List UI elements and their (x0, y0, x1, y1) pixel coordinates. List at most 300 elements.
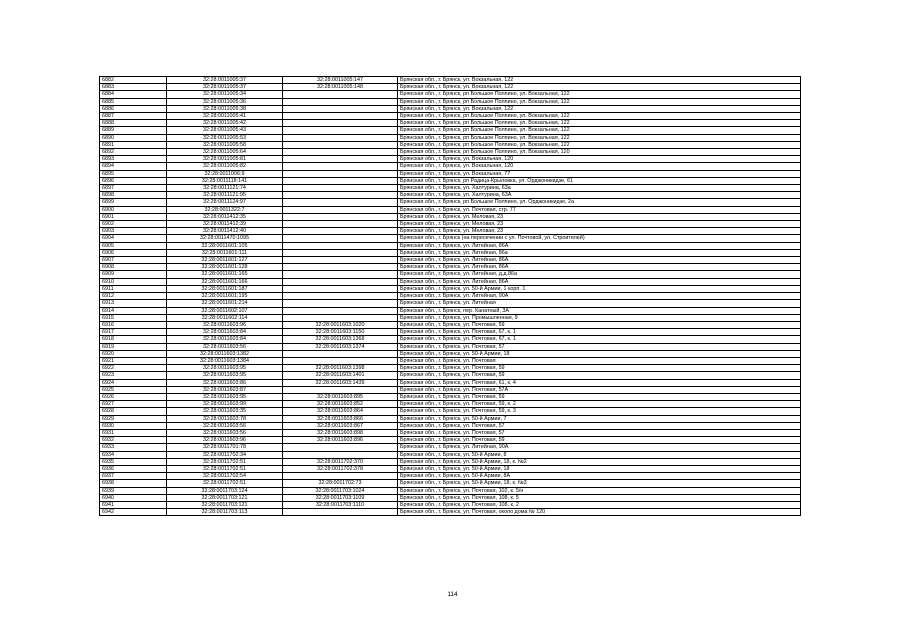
sub-cadastral-number-cell: 32:28:0011005:148 (283, 84, 398, 91)
address-cell: Брянская обл., г. Брянск, ул. Почтовая, 61, к. 4 (398, 379, 801, 386)
table-row (100, 501, 801, 508)
row-number-cell: 6933 (100, 444, 167, 451)
sub-cadastral-number-cell (283, 177, 398, 184)
address-cell: Брянская обл., г. Брянск, ул. 50-й Армии, 18, к. №3 (398, 480, 801, 487)
address-cell: Брянская обл., г. Брянск, рп Большое Полпино, ул. Вокзальная, 122 (398, 113, 801, 120)
cadastral-number-cell: 32:28:0011601:111 (167, 249, 283, 256)
cadastral-number-cell: 32:28:0011702:51 (167, 458, 283, 465)
table-row (100, 134, 801, 141)
row-number-cell: 6898 (100, 192, 167, 199)
table-row (100, 278, 801, 285)
cadastral-number-cell: 32:28:0011005:58 (167, 141, 283, 148)
table-row (100, 365, 801, 372)
sub-cadastral-number-cell: 32:28:0011603:1398 (283, 365, 398, 372)
address-cell: Брянская обл., г. Брянск, ул. Почтовая, 59 (398, 437, 801, 444)
address-cell: Брянская обл., г. Брянск, ул. Почтовая, 59 (398, 393, 801, 400)
table-row (100, 422, 801, 429)
address-cell: Брянская обл., г. Брянск, ул. 50-й Армии, 18 (398, 465, 801, 472)
cadastral-number-cell: 32:28:0011702:51 (167, 480, 283, 487)
row-number-cell: 6914 (100, 307, 167, 314)
sub-cadastral-number-cell (283, 314, 398, 321)
cadastral-number-cell: 32:28:0011601:214 (167, 300, 283, 307)
address-cell: Брянская обл., г. Брянск, ул. Почтовая, 59 (398, 321, 801, 328)
row-number-cell: 6919 (100, 343, 167, 350)
sub-cadastral-number-cell (283, 98, 398, 105)
row-number-cell: 6907 (100, 257, 167, 264)
address-cell: Брянская обл., г. Брянск, ул. 50-й Армии, 18, к. №2 (398, 458, 801, 465)
sub-cadastral-number-cell (283, 300, 398, 307)
sub-cadastral-number-cell (283, 293, 398, 300)
address-cell: Брянская обл., г. Брянск, ул. 50-й Армии, 8А (398, 473, 801, 480)
table-row (100, 429, 801, 436)
table-row (100, 329, 801, 336)
table-row (100, 141, 801, 148)
sub-cadastral-number-cell (283, 444, 398, 451)
sub-cadastral-number-cell: 32:28:0011703:1109 (283, 494, 398, 501)
sub-cadastral-number-cell: 32:28:0011603:866 (283, 415, 398, 422)
address-cell: Брянская обл., г. Брянск, ул. Литейная, 90А (398, 293, 801, 300)
row-number-cell: 6934 (100, 451, 167, 458)
table-row (100, 437, 801, 444)
sub-cadastral-number-cell (283, 235, 398, 242)
cadastral-number-cell: 32:28:0011005:36 (167, 98, 283, 105)
sub-cadastral-number-cell (283, 509, 398, 516)
table-row (100, 408, 801, 415)
address-cell: Брянская обл., г. Брянск, рп Большое Полпино, ул. Вокзальная, 122 (398, 98, 801, 105)
row-number-cell: 6931 (100, 429, 167, 436)
address-cell: Брянская обл., г. Брянск, ул. Почтовая, 59 (398, 372, 801, 379)
table-row (100, 350, 801, 357)
cadastral-number-cell: 32:28:0011603:95 (167, 372, 283, 379)
address-cell: Брянская обл., г. Брянск, ул. Почтовая, 102, к. 5/н (398, 487, 801, 494)
address-cell: Брянская обл., г. Брянск, ул. Почтовая, 59, к. 3 (398, 408, 801, 415)
address-cell: Брянская обл., г. Брянск, ул. 50-й Армии, 18 (398, 350, 801, 357)
table-row (100, 379, 801, 386)
address-cell: Брянская обл., г. Брянск, ул. 50-й Армии, 7 (398, 415, 801, 422)
cadastral-number-cell: 32:28:0011470:1095 (167, 235, 283, 242)
cadastral-number-cell: 32:28:0011601:128 (167, 264, 283, 271)
address-cell: Брянская обл., г. Брянск, ул. Литейная, 86а (398, 249, 801, 256)
cadastral-number-cell: 32:28:0011412:35 (167, 213, 283, 220)
cadastral-number-cell: 32:28:0011601:105 (167, 242, 283, 249)
sub-cadastral-number-cell (283, 163, 398, 170)
cadastral-number-cell: 32:28:0011006:9 (167, 170, 283, 177)
row-number-cell: 6905 (100, 242, 167, 249)
registry-table (99, 76, 801, 516)
row-number-cell: 6885 (100, 98, 167, 105)
address-cell: Брянская обл., г. Брянск, ул. Почтовая, 57 (398, 343, 801, 350)
sub-cadastral-number-cell: 32:28:0011603:864 (283, 408, 398, 415)
cadastral-number-cell: 32:28:0011601:127 (167, 257, 283, 264)
row-number-cell: 6913 (100, 300, 167, 307)
address-cell: Брянская обл., г. Брянск, ул. Почтовая, 57 (398, 422, 801, 429)
cadastral-number-cell: 32:28:0011601:187 (167, 285, 283, 292)
address-cell: Брянская обл., г. Брянск, ул. Промышленная, 9 (398, 314, 801, 321)
sub-cadastral-number-cell (283, 221, 398, 228)
row-number-cell: 6927 (100, 401, 167, 408)
sub-cadastral-number-cell: 32:28:0011603:852 (283, 401, 398, 408)
cadastral-number-cell: 32:28:0011701:78 (167, 444, 283, 451)
cadastral-number-cell: 32:28:0011603:56 (167, 422, 283, 429)
cadastral-number-cell: 32:28:0011005:81 (167, 156, 283, 163)
sub-cadastral-number-cell: 32:28:0011603:1368 (283, 336, 398, 343)
row-number-cell: 6923 (100, 372, 167, 379)
sub-cadastral-number-cell (283, 473, 398, 480)
sub-cadastral-number-cell (283, 156, 398, 163)
table-row (100, 386, 801, 393)
row-number-cell: 6892 (100, 149, 167, 156)
row-number-cell: 6936 (100, 465, 167, 472)
cadastral-number-cell: 32:28:0011603:84 (167, 329, 283, 336)
cadastral-number-cell: 32:28:0011603:95 (167, 393, 283, 400)
address-cell: Брянская обл., г. Брянск, ул. Литейная, д.д.86а (398, 271, 801, 278)
cadastral-number-cell: 32:28:0011601:195 (167, 293, 283, 300)
address-cell: Брянская обл., г. Брянск, ул. Халтурина, 63А (398, 192, 801, 199)
address-cell: Брянская обл., г. Брянск, рп Большое Полпино, ул. Вокзальная, 122 (398, 120, 801, 127)
sub-cadastral-number-cell (283, 120, 398, 127)
address-cell: Брянская обл., г. Брянск, ул. Вокзальная, 120 (398, 163, 801, 170)
row-number-cell: 6937 (100, 473, 167, 480)
cadastral-number-cell: 32:28:0011601:165 (167, 271, 283, 278)
row-number-cell: 6897 (100, 185, 167, 192)
table-row (100, 84, 801, 91)
sub-cadastral-number-cell: 32:28:0011603:1401 (283, 372, 398, 379)
sub-cadastral-number-cell (283, 199, 398, 206)
table-row (100, 228, 801, 235)
table-row (100, 127, 801, 134)
sub-cadastral-number-cell (283, 170, 398, 177)
table-row (100, 77, 801, 84)
table-row (100, 401, 801, 408)
address-cell: Брянская обл., г. Брянск, ул. Вокзальная, 122 (398, 77, 801, 84)
cadastral-number-cell: 32:28:0011602:107 (167, 307, 283, 314)
cadastral-number-cell: 32:28:0011005:38 (167, 105, 283, 112)
table-row (100, 177, 801, 184)
address-cell: Брянская обл., г. Брянск, ул. Вокзальная, 120 (398, 156, 801, 163)
table-row (100, 465, 801, 472)
cadastral-number-cell: 32:28:0011005:42 (167, 120, 283, 127)
row-number-cell: 6895 (100, 170, 167, 177)
address-cell: Брянская обл., г. Брянск, пер. Канатный, 3А (398, 307, 801, 314)
table-row (100, 293, 801, 300)
table-row (100, 321, 801, 328)
sub-cadastral-number-cell (283, 91, 398, 98)
row-number-cell: 6902 (100, 221, 167, 228)
address-cell: Брянская обл., г. Брянск, ул. Вокзальная, 122 (398, 105, 801, 112)
cadastral-number-cell: 32:28:0011702:51 (167, 465, 283, 472)
cadastral-number-cell: 32:28:0011005:41 (167, 113, 283, 120)
page-number: 114 (447, 591, 458, 598)
cadastral-number-cell: 32:28:0011603:35 (167, 408, 283, 415)
row-number-cell: 6882 (100, 77, 167, 84)
table-row (100, 357, 801, 364)
sub-cadastral-number-cell: 32:28:0011603:1150 (283, 329, 398, 336)
table-row (100, 444, 801, 451)
address-cell: Брянская обл., г. Брянск, рп Большое Полпино, ул. Вокзальная, 120 (398, 149, 801, 156)
cadastral-number-cell: 32:28:0011602:114 (167, 314, 283, 321)
address-cell: Брянская обл., г. Брянск, ул. Почтовая, 67, к. 1 (398, 336, 801, 343)
row-number-cell: 6940 (100, 494, 167, 501)
table-row (100, 249, 801, 256)
cadastral-number-cell: 32:28:0011603:78 (167, 415, 283, 422)
address-cell: Брянская обл., г. Брянск, ул. 50-й Армии, 1 корп. 1 (398, 285, 801, 292)
table-row (100, 98, 801, 105)
cadastral-number-cell: 32:28:0011703:121 (167, 501, 283, 508)
address-cell: Брянская обл., г. Брянск, ул. Вокзальная, 77 (398, 170, 801, 177)
sub-cadastral-number-cell: 32:28:0011603:895 (283, 393, 398, 400)
address-cell: Брянская обл., г. Брянск, ул. Почтовая, стр. 77 (398, 206, 801, 213)
address-cell: Брянская обл., г. Брянск, рп Большое Полпино, ул. Орджоникидзе, 2а (398, 199, 801, 206)
table-row (100, 257, 801, 264)
row-number-cell: 6922 (100, 365, 167, 372)
table-row (100, 149, 801, 156)
sub-cadastral-number-cell (283, 264, 398, 271)
sub-cadastral-number-cell (283, 257, 398, 264)
address-cell: Брянская обл., г. Брянск, ул. Почтовая (398, 357, 801, 364)
sub-cadastral-number-cell: 32:28:0011603:867 (283, 422, 398, 429)
cadastral-number-cell: 32:28:0011124:97 (167, 199, 283, 206)
address-cell: Брянская обл., г. Брянск, ул. Почтовая, 59 (398, 365, 801, 372)
cadastral-number-cell: 32:28:0011601:166 (167, 278, 283, 285)
table-row (100, 451, 801, 458)
row-number-cell: 6916 (100, 321, 167, 328)
table-row (100, 213, 801, 220)
cadastral-number-cell: 32:28:0011121:95 (167, 192, 283, 199)
sub-cadastral-number-cell (283, 213, 398, 220)
sub-cadastral-number-cell (283, 185, 398, 192)
sub-cadastral-number-cell: 32:28:0011702:378 (283, 465, 398, 472)
row-number-cell: 6906 (100, 249, 167, 256)
table-row (100, 509, 801, 516)
table-row (100, 156, 801, 163)
row-number-cell: 6921 (100, 357, 167, 364)
sub-cadastral-number-cell: 32:28:0011703:1024 (283, 487, 398, 494)
cadastral-number-cell: 32:28:0011702:54 (167, 473, 283, 480)
sub-cadastral-number-cell (283, 134, 398, 141)
sub-cadastral-number-cell (283, 127, 398, 134)
sub-cadastral-number-cell (283, 271, 398, 278)
sub-cadastral-number-cell (283, 228, 398, 235)
cadastral-number-cell: 32:28:0011005:43 (167, 127, 283, 134)
cadastral-number-cell: 32:28:0011703:121 (167, 494, 283, 501)
table-row (100, 480, 801, 487)
address-cell: Брянская обл., г. Брянск, ул. Литейная, 86А (398, 278, 801, 285)
table-row (100, 242, 801, 249)
sub-cadastral-number-cell: 32:28:0011603:896 (283, 437, 398, 444)
row-number-cell: 6935 (100, 458, 167, 465)
sub-cadastral-number-cell (283, 192, 398, 199)
row-number-cell: 6942 (100, 509, 167, 516)
sub-cadastral-number-cell (283, 149, 398, 156)
table-row (100, 199, 801, 206)
table-row (100, 192, 801, 199)
sub-cadastral-number-cell (283, 278, 398, 285)
address-cell: Брянская обл., г. Брянск, ул. Меловая, 23 (398, 228, 801, 235)
address-cell: Брянская обл., г. Брянск, рп Большое Полпино, ул. Вокзальная, 122 (398, 141, 801, 148)
address-cell: Брянская обл., г. Брянск, рп Большое Полпино, ул. Вокзальная, 122 (398, 91, 801, 98)
cadastral-number-cell: 32:28:0011005:53 (167, 134, 283, 141)
cadastral-number-cell: 32:28:0011322:7 (167, 206, 283, 213)
row-number-cell: 6912 (100, 293, 167, 300)
row-number-cell: 6910 (100, 278, 167, 285)
table-row (100, 458, 801, 465)
row-number-cell: 6887 (100, 113, 167, 120)
address-cell: Брянская обл., г. Брянск, ул. Почтовая, 57А (398, 386, 801, 393)
row-number-cell: 6901 (100, 213, 167, 220)
sub-cadastral-number-cell (283, 307, 398, 314)
row-number-cell: 6941 (100, 501, 167, 508)
row-number-cell: 6909 (100, 271, 167, 278)
sub-cadastral-number-cell: 32:28:0011603:1439 (283, 379, 398, 386)
cadastral-number-cell: 32:28:0011412:39 (167, 221, 283, 228)
table-row (100, 307, 801, 314)
cadastral-number-cell: 32:28:0011005:82 (167, 163, 283, 170)
table-row (100, 221, 801, 228)
row-number-cell: 6896 (100, 177, 167, 184)
cadastral-number-cell: 32:28:0011703:113 (167, 509, 283, 516)
table-row (100, 170, 801, 177)
row-number-cell: 6894 (100, 163, 167, 170)
sub-cadastral-number-cell: 32:28:0011702:370 (283, 458, 398, 465)
cadastral-number-cell: 32:28:0011603:1382 (167, 350, 283, 357)
row-number-cell: 6890 (100, 134, 167, 141)
table-row (100, 206, 801, 213)
address-cell: Брянская обл., г. Брянск, ул. Литейная, 90А (398, 444, 801, 451)
cadastral-number-cell: 32:28:0011603:87 (167, 386, 283, 393)
sub-cadastral-number-cell: 32:28:0011603:898 (283, 429, 398, 436)
table-row (100, 473, 801, 480)
row-number-cell: 6929 (100, 415, 167, 422)
cadastral-number-cell: 32:28:0011603:84 (167, 336, 283, 343)
table-row (100, 300, 801, 307)
row-number-cell: 6917 (100, 329, 167, 336)
address-cell: Брянская обл., г. Брянск, ул. Почтовая, около дома № 120 (398, 509, 801, 516)
address-cell: Брянская обл., г. Брянск, ул. Почтовая, 59, к. 2 (398, 401, 801, 408)
row-number-cell: 6886 (100, 105, 167, 112)
table-row (100, 314, 801, 321)
row-number-cell: 6928 (100, 408, 167, 415)
address-cell: Брянская обл., г. Брянск, рп Большое Полпино, ул. Вокзальная, 122 (398, 127, 801, 134)
row-number-cell: 6918 (100, 336, 167, 343)
address-cell: Брянская обл., г. Брянск, ул. Литейная (398, 300, 801, 307)
row-number-cell: 6883 (100, 84, 167, 91)
cadastral-number-cell: 32:28:0011121:74 (167, 185, 283, 192)
table-row (100, 185, 801, 192)
sub-cadastral-number-cell: 32:28:0011603:1020 (283, 321, 398, 328)
table-row (100, 113, 801, 120)
sub-cadastral-number-cell: 32:28:0011603:1374 (283, 343, 398, 350)
sub-cadastral-number-cell (283, 206, 398, 213)
address-cell: Брянская обл., г. Брянск, ул. Почтовая, 108, к. 2 (398, 501, 801, 508)
cadastral-number-cell: 32:28:0011603:86 (167, 379, 283, 386)
cadastral-number-cell: 32:28:0011005:37 (167, 84, 283, 91)
address-cell: Брянская обл., г. Брянск, ул. Вокзальная, 122 (398, 84, 801, 91)
table-row (100, 105, 801, 112)
sub-cadastral-number-cell (283, 105, 398, 112)
table-row (100, 393, 801, 400)
sub-cadastral-number-cell: 32:28:0011703:1110 (283, 501, 398, 508)
cadastral-number-cell: 32:28:0011005:64 (167, 149, 283, 156)
row-number-cell: 6888 (100, 120, 167, 127)
row-number-cell: 6904 (100, 235, 167, 242)
row-number-cell: 6911 (100, 285, 167, 292)
sub-cadastral-number-cell (283, 357, 398, 364)
table-row (100, 487, 801, 494)
table-row (100, 415, 801, 422)
row-number-cell: 6889 (100, 127, 167, 134)
registry-table-body (100, 77, 801, 516)
cadastral-number-cell: 32:28:0011412:40 (167, 228, 283, 235)
sub-cadastral-number-cell (283, 451, 398, 458)
row-number-cell: 6925 (100, 386, 167, 393)
cadastral-number-cell: 32:28:0011702:34 (167, 451, 283, 458)
address-cell: Брянская обл., г. Брянск, рп Большое Полпино, ул. Вокзальная, 122 (398, 134, 801, 141)
row-number-cell: 6900 (100, 206, 167, 213)
cadastral-number-cell: 32:28:0011005:34 (167, 91, 283, 98)
sub-cadastral-number-cell (283, 113, 398, 120)
cadastral-number-cell: 32:28:0011603:56 (167, 429, 283, 436)
sub-cadastral-number-cell: 32:28:0011702:73 (283, 480, 398, 487)
row-number-cell: 6932 (100, 437, 167, 444)
address-cell: Брянская обл., г. Брянск, ул. Меловая, 23 (398, 221, 801, 228)
cadastral-number-cell: 32:28:0011603:1384 (167, 357, 283, 364)
row-number-cell: 6939 (100, 487, 167, 494)
address-cell: Брянская обл., г. Брянск, ул. Меловая, 23 (398, 213, 801, 220)
sub-cadastral-number-cell (283, 141, 398, 148)
cadastral-number-cell: 32:28:0011603:99 (167, 401, 283, 408)
address-cell: Брянская обл., г. Брянск, ул. Литейная, 86А (398, 264, 801, 271)
cadastral-number-cell: 32:28:0011005:37 (167, 77, 283, 84)
row-number-cell: 6884 (100, 91, 167, 98)
address-cell: Брянская обл., г. Брянск, ул. Халтурина, 63а (398, 185, 801, 192)
sub-cadastral-number-cell (283, 285, 398, 292)
row-number-cell: 6915 (100, 314, 167, 321)
address-cell: Брянская обл., г. Брянск, ул. Литейная, 86А (398, 257, 801, 264)
cadastral-number-cell: 32:28:0011603:56 (167, 343, 283, 350)
table-row (100, 343, 801, 350)
address-cell: Брянская обл., г. Брянск, ул. Почтовая, 57 (398, 429, 801, 436)
table-row (100, 264, 801, 271)
cadastral-number-cell: 32:28:0011603:96 (167, 321, 283, 328)
row-number-cell: 6926 (100, 393, 167, 400)
row-number-cell: 6893 (100, 156, 167, 163)
row-number-cell: 6938 (100, 480, 167, 487)
cadastral-number-cell: 32:28:0011603:96 (167, 437, 283, 444)
row-number-cell: 6930 (100, 422, 167, 429)
address-cell: Брянская обл., г. Брянск (на пересечении с ул. Почтовой, ул. Строителей) (398, 235, 801, 242)
cadastral-number-cell: 32:28:0011603:95 (167, 365, 283, 372)
cadastral-number-cell: 32:28:0011703:124 (167, 487, 283, 494)
table-row (100, 372, 801, 379)
row-number-cell: 6891 (100, 141, 167, 148)
sub-cadastral-number-cell (283, 249, 398, 256)
table-row (100, 120, 801, 127)
cadastral-number-cell: 32:28:0011118:141 (167, 177, 283, 184)
table-row (100, 285, 801, 292)
table-row (100, 163, 801, 170)
address-cell: Брянская обл., г. Брянск, рп Радица-Крыловка, ул. Орджоникидзе, 61 (398, 177, 801, 184)
row-number-cell: 6903 (100, 228, 167, 235)
sub-cadastral-number-cell (283, 386, 398, 393)
address-cell: Брянская обл., г. Брянск, ул. Литейная, 86А (398, 242, 801, 249)
sub-cadastral-number-cell: 32:28:0011005:147 (283, 77, 398, 84)
table-row (100, 271, 801, 278)
table-row (100, 336, 801, 343)
address-cell: Брянская обл., г. Брянск, ул. 50-й Армии, 8 (398, 451, 801, 458)
row-number-cell: 6908 (100, 264, 167, 271)
sub-cadastral-number-cell (283, 350, 398, 357)
row-number-cell: 6924 (100, 379, 167, 386)
